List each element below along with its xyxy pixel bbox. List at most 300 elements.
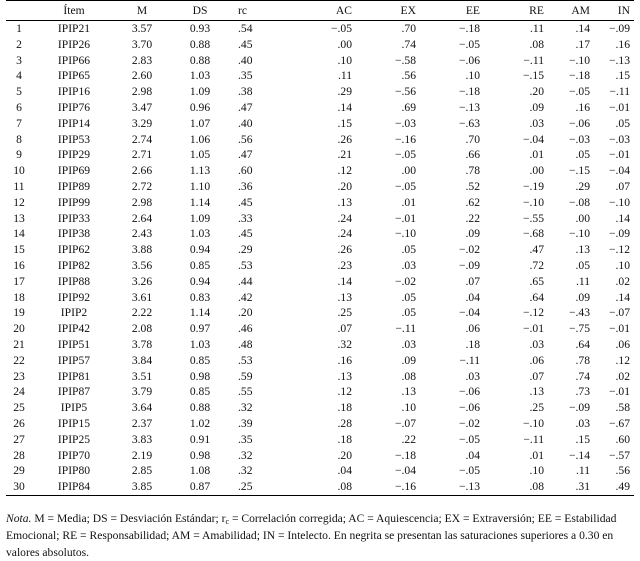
cell-in: −.09 (608, 227, 630, 241)
cell-ee: .10 (465, 69, 480, 83)
cell-mean: 2.66 (131, 164, 153, 178)
cell-ex: −.11 (395, 322, 416, 336)
cell-ee: −.13 (458, 100, 480, 114)
cell-sd: 0.93 (189, 22, 211, 35)
cell-ex: .09 (401, 353, 416, 367)
cell-rc: .35 (238, 432, 253, 446)
cell-row-number: 19 (13, 306, 25, 320)
cell-re: −.10 (522, 195, 544, 209)
cell-ex: .03 (401, 337, 416, 351)
cell-ee: −.02 (458, 243, 480, 257)
cell-ee: .70 (465, 132, 480, 146)
cell-sd: 1.05 (189, 148, 211, 162)
cell-ex: .03 (401, 258, 416, 272)
cell-item-code: IPIP99 (57, 195, 91, 209)
cell-re: .20 (529, 85, 544, 99)
cell-am: −.05 (568, 85, 590, 99)
cell-in: .07 (615, 179, 630, 193)
cell-mean: 2.72 (131, 179, 153, 193)
cell-mean: 3.57 (131, 22, 153, 35)
cell-sd: 0.97 (189, 322, 211, 336)
header-am: AM (571, 4, 590, 17)
cell-am: .78 (575, 353, 590, 367)
cell-ee: −.09 (458, 258, 480, 272)
cell-in: .60 (615, 432, 630, 446)
cell-item-code: IPIP88 (57, 274, 91, 288)
cell-ex: .70 (401, 22, 416, 35)
table-row (6, 195, 634, 211)
cell-row-number: 14 (13, 227, 25, 241)
cell-ex: .08 (401, 369, 416, 383)
header-sd: DS (192, 4, 208, 17)
cell-row-number: 20 (13, 322, 25, 336)
cell-row-number: 4 (16, 69, 22, 83)
cell-mean: 3.47 (131, 100, 153, 114)
cell-row-number: 2 (16, 37, 22, 51)
cell-item-code: IPIP42 (57, 322, 91, 336)
cell-ac: .24 (337, 227, 352, 241)
table-row (6, 321, 634, 337)
cell-item-code: IPIP2 (60, 306, 88, 320)
cell-ee: −.06 (458, 401, 480, 415)
cell-ex: .10 (401, 401, 416, 415)
cell-ee: −.05 (458, 37, 480, 51)
cell-row-number: 7 (16, 116, 22, 130)
cell-row-number: 25 (13, 401, 25, 415)
cell-re: −.10 (522, 416, 544, 430)
cell-sd: 1.14 (189, 195, 211, 209)
cell-rc: .40 (238, 53, 253, 67)
cell-ac: .21 (337, 148, 352, 162)
cell-re: −.19 (522, 179, 544, 193)
cell-ex: .69 (401, 100, 416, 114)
cell-sd: 0.96 (189, 100, 211, 114)
cell-re: −.01 (522, 322, 544, 336)
cell-re: −.55 (522, 211, 544, 225)
cell-ee: −.18 (458, 85, 480, 99)
cell-am: .64 (575, 337, 590, 351)
cell-ac: .15 (337, 116, 352, 130)
cell-sd: 1.06 (189, 132, 211, 146)
cell-ac: .26 (337, 243, 352, 257)
cell-ee: .04 (465, 448, 480, 462)
cell-mean: 2.19 (131, 448, 153, 462)
cell-ee: .09 (465, 227, 480, 241)
table-row (6, 68, 634, 84)
cell-item-code: IPIP70 (57, 448, 91, 462)
cell-item-code: IPIP29 (57, 148, 91, 162)
header-rc: rc (238, 4, 248, 17)
header-item: Ítem (63, 4, 85, 17)
cell-am: −.03 (568, 132, 590, 146)
cell-re: .08 (529, 37, 544, 51)
table-row (6, 384, 634, 400)
cell-rc: .32 (238, 448, 253, 462)
cell-in: −.57 (608, 448, 630, 462)
cell-re: −.04 (522, 132, 544, 146)
cell-mean: 3.56 (131, 258, 153, 272)
cell-in: .14 (615, 211, 630, 225)
cell-ee: −.06 (458, 53, 480, 67)
note-text-1: M = Media; DS = Desviación Estándar; r (31, 512, 226, 525)
cell-row-number: 30 (13, 480, 25, 494)
cell-ac: .18 (337, 432, 352, 446)
cell-in: .56 (615, 464, 630, 478)
table-row (6, 132, 634, 148)
cell-rc: .20 (238, 306, 253, 320)
cell-mean: 3.70 (131, 37, 153, 51)
cell-ex: −.18 (394, 448, 416, 462)
cell-re: .01 (529, 448, 544, 462)
cell-item-code: IPIP14 (57, 116, 91, 130)
cell-sd: 0.85 (189, 385, 211, 399)
cell-item-code: IPIP76 (57, 100, 91, 114)
cell-ex: .74 (401, 37, 416, 51)
table-row (6, 369, 634, 385)
cell-row-number: 16 (13, 258, 25, 272)
cell-sd: 1.08 (189, 464, 211, 478)
cell-item-code: IPIP84 (57, 480, 91, 494)
cell-item-code: IPIP87 (57, 385, 91, 399)
cell-rc: .45 (238, 227, 253, 241)
table-row (6, 290, 634, 306)
table-row (6, 211, 634, 227)
cell-am: .15 (575, 432, 590, 446)
cell-item-code: IPIP66 (57, 53, 91, 67)
cell-ee: .52 (465, 179, 480, 193)
cell-am: .74 (575, 369, 590, 383)
table-row (6, 463, 634, 479)
header-ac: AC (335, 4, 352, 17)
cell-row-number: 17 (13, 274, 25, 288)
header-ex: EX (400, 4, 416, 17)
cell-sd: 1.03 (189, 69, 211, 83)
cell-am: .17 (575, 37, 590, 51)
cell-in: −.03 (608, 132, 630, 146)
cell-mean: 3.29 (131, 116, 153, 130)
cell-ex: −.01 (394, 211, 416, 225)
cell-mean: 3.79 (131, 385, 153, 399)
cell-item-code: IPIP38 (57, 227, 91, 241)
table-row (6, 147, 634, 163)
cell-am: .05 (575, 258, 590, 272)
cell-mean: 3.83 (131, 432, 153, 446)
cell-ee: .66 (465, 148, 480, 162)
cell-sd: 0.85 (189, 353, 211, 367)
cell-ac: .14 (337, 100, 352, 114)
cell-rc: .59 (238, 369, 253, 383)
cell-row-number: 22 (13, 353, 25, 367)
header-ee: EE (465, 4, 480, 17)
cell-mean: 3.51 (131, 369, 153, 383)
cell-item-code: IPIP80 (57, 464, 91, 478)
cell-ac: .29 (337, 85, 352, 99)
cell-ac: .12 (337, 385, 352, 399)
cell-am: .11 (575, 464, 590, 478)
cell-sd: 1.13 (189, 164, 211, 178)
cell-rc: .53 (238, 258, 253, 272)
cell-sd: 0.87 (189, 480, 211, 494)
cell-item-code: IPIP16 (57, 85, 91, 99)
cell-row-number: 15 (13, 243, 25, 257)
cell-item-code: IPIP25 (57, 432, 91, 446)
cell-item-code: IPIP15 (57, 416, 91, 430)
cell-row-number: 3 (16, 53, 22, 67)
cell-rc: .55 (238, 385, 253, 399)
cell-am: .03 (575, 416, 590, 430)
cell-ac: .10 (337, 53, 352, 67)
cell-ex: −.02 (394, 274, 416, 288)
cell-in: .49 (615, 480, 630, 494)
table-row (6, 242, 634, 258)
cell-in: .58 (615, 401, 630, 415)
cell-sd: 0.88 (189, 37, 211, 51)
cell-row-number: 24 (13, 385, 25, 399)
cell-re: .03 (529, 337, 544, 351)
cell-ac: .24 (337, 211, 352, 225)
cell-ex: −.56 (394, 85, 416, 99)
cell-rc: .47 (238, 148, 253, 162)
table-note (6, 510, 634, 561)
cell-re: .06 (529, 353, 544, 367)
cell-rc: .32 (238, 464, 253, 478)
cell-am: −.10 (568, 53, 590, 67)
cell-item-code: IPIP89 (57, 179, 91, 193)
cell-row-number: 8 (16, 132, 22, 146)
cell-re: .65 (529, 274, 544, 288)
cell-am: −.43 (568, 306, 590, 320)
cell-sd: 0.98 (189, 369, 211, 383)
cell-mean: 2.71 (131, 148, 153, 162)
cell-item-code: IPIP65 (57, 69, 91, 83)
note-subscript: c (225, 517, 230, 526)
cell-am: .11 (575, 274, 590, 288)
cell-item-code: IPIP33 (57, 211, 91, 225)
cell-ee: −.05 (458, 464, 480, 478)
cell-mean: 3.64 (131, 401, 153, 415)
cell-ac: .13 (337, 369, 352, 383)
cell-rc: .60 (238, 164, 253, 178)
cell-re: .25 (529, 401, 544, 415)
cell-am: .09 (575, 290, 590, 304)
cell-item-code: IPIP51 (57, 337, 91, 351)
cell-mean: 2.85 (131, 464, 153, 478)
cell-row-number: 18 (13, 290, 25, 304)
cell-am: −.75 (568, 322, 590, 336)
cell-rc: .25 (238, 480, 253, 494)
cell-ee: −.63 (458, 116, 480, 130)
table-header-row (6, 1, 634, 21)
table-row (6, 21, 634, 37)
cell-item-code: IPIP62 (57, 243, 91, 257)
cell-re: .64 (529, 290, 544, 304)
cell-re: −.11 (523, 53, 544, 67)
note-text-2: = Correlación corregida; AC = Aquiescencia; EX = Extraversión; EE = Estabilidad Emocional; RE = Responsabilidad; AM = Amabilidad; IN = Intelecto. En negrita se presentan las saturaciones superiores a 0.30 en valores absolutos. (6, 512, 617, 559)
cell-mean: 3.26 (131, 274, 153, 288)
cell-sd: 1.09 (189, 85, 211, 99)
cell-am: .13 (575, 243, 590, 257)
cell-mean: 2.43 (131, 227, 153, 241)
cell-ex: −.05 (394, 148, 416, 162)
cell-sd: 1.03 (189, 337, 211, 351)
factor-loadings-table (6, 0, 634, 496)
cell-in: −.10 (608, 195, 630, 209)
cell-ee: .22 (465, 211, 480, 225)
table-row (6, 84, 634, 100)
cell-am: −.15 (568, 164, 590, 178)
table-row (6, 416, 634, 432)
table-row (6, 100, 634, 116)
cell-re: .03 (529, 116, 544, 130)
cell-ee: .18 (465, 337, 480, 351)
cell-am: −.18 (568, 69, 590, 83)
cell-ac: .04 (337, 464, 352, 478)
cell-item-code: IPIP69 (57, 164, 91, 178)
cell-item-code: IPIP81 (57, 369, 91, 383)
cell-ac: .12 (337, 164, 352, 178)
cell-in: .05 (615, 116, 630, 130)
cell-row-number: 21 (13, 337, 25, 351)
cell-in: −.01 (608, 148, 630, 162)
cell-ee: −.06 (458, 385, 480, 399)
cell-re: .13 (529, 385, 544, 399)
cell-re: .72 (529, 258, 544, 272)
table-row (6, 258, 634, 274)
cell-ac: .00 (337, 37, 352, 51)
cell-row-number: 6 (16, 100, 22, 114)
cell-re: .07 (529, 369, 544, 383)
cell-am: −.10 (568, 227, 590, 241)
cell-row-number: 29 (13, 464, 25, 478)
cell-rc: .45 (238, 37, 253, 51)
cell-am: .31 (575, 480, 590, 494)
cell-sd: 0.88 (189, 53, 211, 67)
cell-in: .06 (615, 337, 630, 351)
cell-ac: .13 (337, 290, 352, 304)
cell-in: .02 (615, 274, 630, 288)
cell-ac: .23 (337, 258, 352, 272)
cell-rc: .56 (238, 132, 253, 146)
cell-in: −.01 (608, 100, 630, 114)
cell-ac: .14 (337, 274, 352, 288)
cell-mean: 2.74 (131, 132, 153, 146)
cell-mean: 2.98 (131, 195, 153, 209)
cell-rc: .54 (238, 22, 253, 35)
table-row (6, 353, 634, 369)
cell-am: −.09 (568, 401, 590, 415)
cell-re: .08 (529, 480, 544, 494)
cell-rc: .42 (238, 290, 253, 304)
cell-rc: .38 (238, 85, 253, 99)
cell-item-code: IPIP21 (57, 22, 91, 35)
cell-ex: −.03 (394, 116, 416, 130)
cell-ex: .00 (401, 164, 416, 178)
cell-row-number: 27 (13, 432, 25, 446)
cell-am: .73 (575, 385, 590, 399)
cell-mean: 2.60 (131, 69, 153, 83)
cell-in: .10 (615, 258, 630, 272)
cell-rc: .29 (238, 243, 253, 257)
cell-ex: .05 (401, 290, 416, 304)
cell-ac: .32 (337, 337, 352, 351)
header-number (6, 1, 32, 21)
cell-sd: 1.07 (189, 116, 211, 130)
cell-in: −.09 (608, 22, 630, 35)
cell-ac: −.05 (330, 22, 352, 35)
cell-am: .00 (575, 211, 590, 225)
cell-rc: .32 (238, 401, 253, 415)
table-row (6, 448, 634, 464)
header-in: IN (617, 4, 630, 17)
cell-ex: .05 (401, 243, 416, 257)
header-re: RE (529, 4, 544, 17)
cell-sd: 0.88 (189, 401, 211, 415)
cell-mean: 2.83 (131, 53, 153, 67)
cell-sd: 1.10 (189, 179, 211, 193)
cell-in: .16 (615, 37, 630, 51)
cell-mean: 3.61 (131, 290, 153, 304)
cell-in: −.12 (608, 243, 630, 257)
cell-row-number: 1 (16, 22, 22, 35)
cell-rc: .45 (238, 195, 253, 209)
cell-mean: 2.08 (131, 322, 153, 336)
cell-ex: −.05 (394, 179, 416, 193)
cell-row-number: 26 (13, 416, 25, 430)
cell-sd: 0.98 (189, 448, 211, 462)
cell-row-number: 11 (13, 179, 25, 193)
cell-ex: .56 (401, 69, 416, 83)
cell-am: .16 (575, 100, 590, 114)
cell-in: .14 (615, 290, 630, 304)
cell-ex: −.10 (394, 227, 416, 241)
cell-rc: .36 (238, 179, 253, 193)
cell-item-code: IPIP26 (57, 37, 91, 51)
cell-sd: 0.85 (189, 258, 211, 272)
cell-re: .11 (529, 22, 544, 35)
cell-am: −.14 (568, 448, 590, 462)
cell-re: −.68 (522, 227, 544, 241)
cell-mean: 3.84 (131, 353, 153, 367)
cell-re: .00 (529, 164, 544, 178)
cell-re: .10 (529, 464, 544, 478)
cell-item-code: IPIP53 (57, 132, 91, 146)
cell-re: −.11 (523, 432, 544, 446)
cell-ac: .13 (337, 195, 352, 209)
note-label: Nota. (6, 512, 32, 525)
cell-row-number: 23 (13, 369, 25, 383)
cell-re: .47 (529, 243, 544, 257)
table-row (6, 226, 634, 242)
cell-in: .15 (615, 69, 630, 83)
header-mean: M (136, 4, 148, 17)
table-row (6, 37, 634, 53)
cell-rc: .44 (238, 274, 253, 288)
table-row (6, 179, 634, 195)
cell-row-number: 10 (13, 164, 25, 178)
cell-re: −.15 (522, 69, 544, 83)
cell-rc: .46 (238, 322, 253, 336)
cell-am: .05 (575, 148, 590, 162)
cell-in: −.04 (608, 164, 630, 178)
cell-mean: 2.22 (131, 306, 153, 320)
cell-in: −.01 (608, 322, 630, 336)
cell-ex: −.16 (394, 132, 416, 146)
cell-ex: −.04 (394, 464, 416, 478)
table-row (6, 163, 634, 179)
cell-rc: .47 (238, 100, 253, 114)
cell-ee: .04 (465, 290, 480, 304)
table-row (6, 274, 634, 290)
